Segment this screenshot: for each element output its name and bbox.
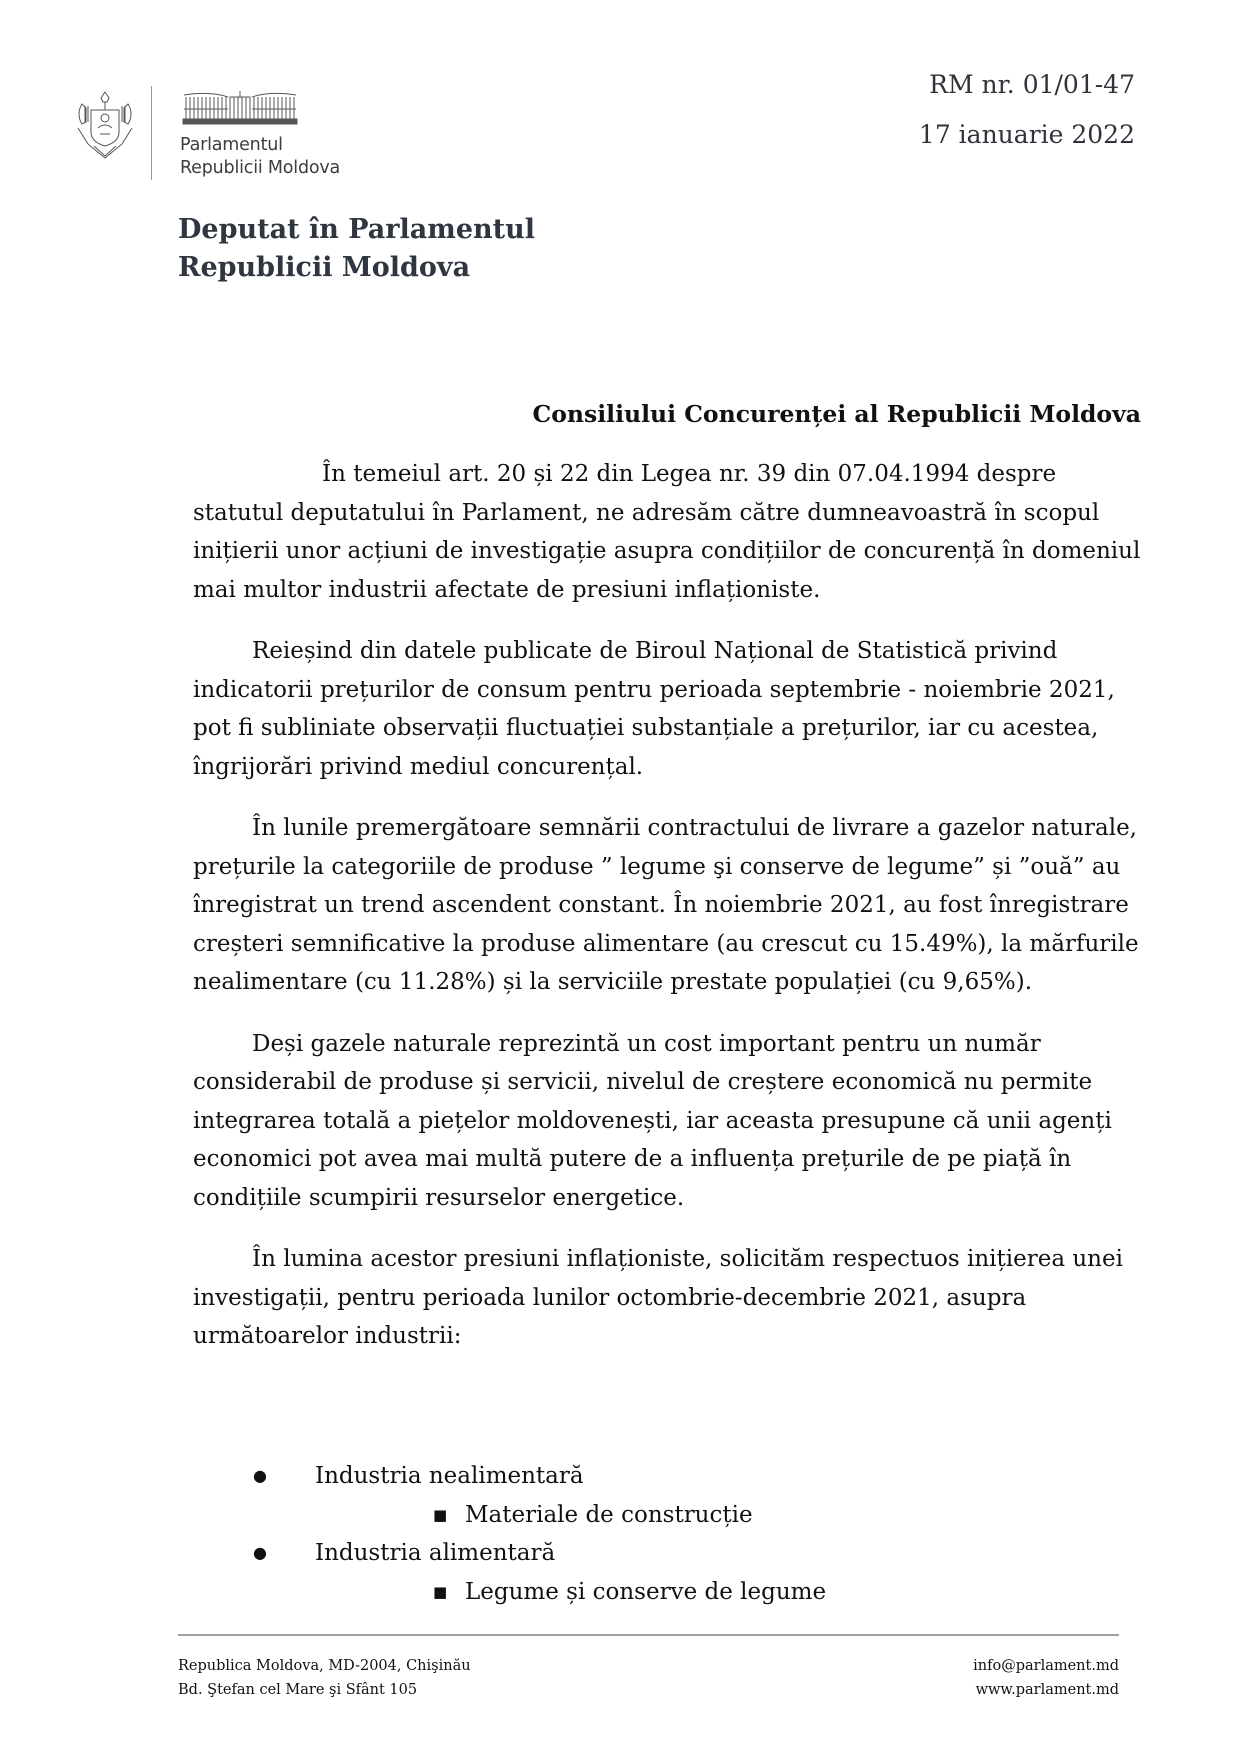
- document-date: 17 ianuarie 2022: [918, 120, 1135, 149]
- list-item-label: Industria nealimentară: [315, 1463, 584, 1489]
- square-bullet-icon: ■: [433, 1505, 448, 1524]
- document-reference: [919, 60, 1135, 160]
- body-paragraph: Reieșind din datele publicate de Biroul Național de Statistică privind indicatorii prețurilor de consum pentru perioada septembrie - noiembrie 2021, pot fi subliniate observații fluctuației substanțiale a prețurilor, iar cu acestea, îngrijorări privind mediul concurențal.: [193, 638, 1115, 780]
- sub-list-item: [193, 1573, 1093, 1612]
- website-link[interactable]: www.parlament.md: [975, 1682, 1119, 1698]
- reference-number: RM nr. 01/01-47: [929, 70, 1135, 99]
- bullet-icon: ●: [253, 1466, 267, 1485]
- logo-divider: [151, 86, 152, 180]
- body-paragraph: Deși gazele naturale reprezintă un cost important pentru un număr considerabil de produse și servicii, nivelul de creștere economică nu permite integrarea totală a piețelor moldovenești, iar aceasta presupune că unii agenți economici pot avea mai multă putere de a influența prețurile de pe piață în condițiile scumpirii resurselor energetice.: [193, 1030, 1112, 1211]
- sender-heading: [178, 211, 535, 287]
- sub-list-item: [193, 1496, 1093, 1535]
- footer-contacts: [973, 1654, 1119, 1702]
- organization-name: [180, 134, 340, 180]
- coat-of-arms-icon: [74, 88, 136, 162]
- list-item: [193, 1534, 1093, 1573]
- organization-name-line2: Republicii Moldova: [180, 158, 341, 178]
- body-paragraph: În lumina acestor presiuni inflaționiste, solicităm respectuos inițierea unei investigații, pentru perioada lunilor octombrie-decembrie 2021, asupra următoarelor industrii:: [193, 1246, 1123, 1349]
- letter-body: [193, 455, 1143, 1379]
- square-bullet-icon: ■: [433, 1582, 448, 1601]
- body-paragraph: În temeiul art. 20 și 22 din Legea nr. 39 din 07.04.1994 despre statutul deputatului în Parlament, ne adresăm către dumneavoastră în scopul inițierii unor acțiuni de investigație asupra condițiilor de concurență în domeniul mai multor industrii afectate de presiuni inflaționiste.: [193, 461, 1141, 603]
- address-line2: Bd. Ştefan cel Mare şi Sfânt 105: [178, 1682, 418, 1698]
- sub-list-item-label: Legume și conserve de legume: [465, 1578, 827, 1605]
- body-paragraph: În lunile premergătoare semnării contractului de livrare a gazelor naturale, prețurile la categoriile de produse ” legume şi conserve de legume” și ”ouă” au înregistrat un trend ascendent constant. În noiembrie 2021, au fost înregistrare creșteri semnificative la produse alimentare (au crescut cu 15.49%), la mărfurile nealimentare (cu 11.28%) și la serviciile prestate populației (cu 9,65%).: [193, 815, 1139, 995]
- address-line1: Republica Moldova, MD-2004, Chişinău: [178, 1658, 471, 1674]
- bullet-icon: ●: [253, 1543, 267, 1562]
- email-link[interactable]: info@parlament.md: [973, 1658, 1119, 1674]
- recipient-heading: Consiliului Concurenței al Republicii Moldova: [532, 400, 1141, 428]
- sender-line2: Republicii Moldova: [178, 252, 471, 283]
- industries-list: [193, 1457, 1093, 1611]
- list-item: [193, 1457, 1093, 1496]
- parliament-building-icon: [182, 89, 298, 127]
- footer-address: [178, 1654, 471, 1702]
- organization-name-line1: Parlamentul: [180, 135, 283, 155]
- sub-list-item-label: Materiale de construcție: [465, 1501, 753, 1528]
- footer-divider: [178, 1634, 1119, 1636]
- sender-line1: Deputat în Parlamentul: [178, 214, 536, 245]
- list-item-label: Industria alimentară: [315, 1540, 556, 1566]
